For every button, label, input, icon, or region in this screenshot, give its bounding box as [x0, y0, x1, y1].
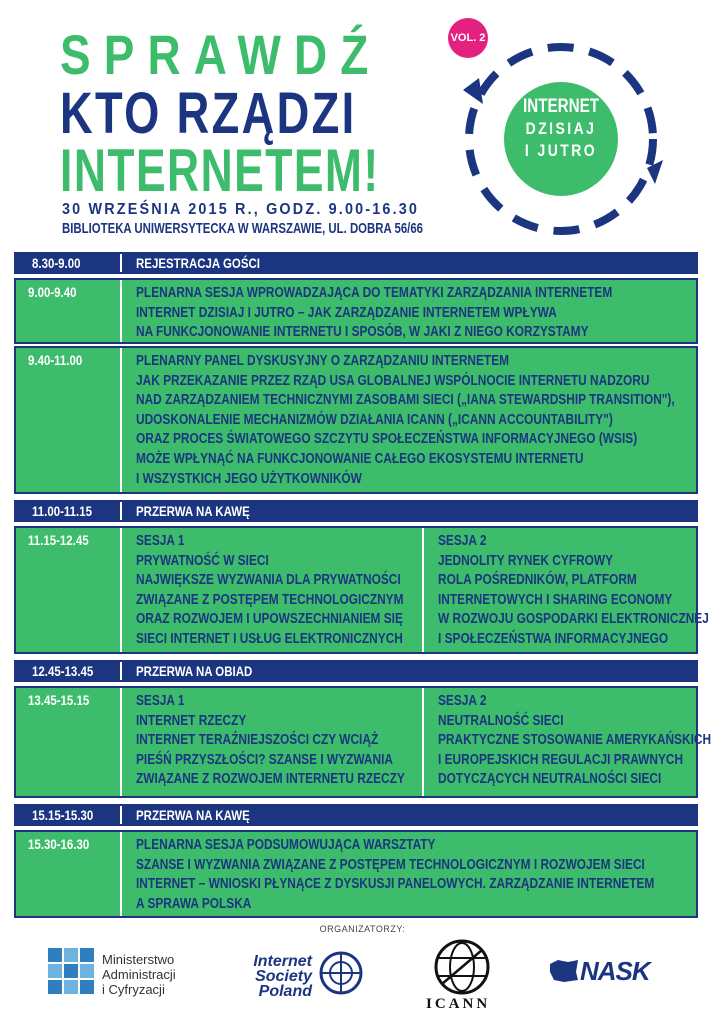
volume-badge: VOL. 2 — [448, 18, 488, 58]
schedule-break-row — [14, 500, 698, 522]
emblem-line-2: DZISIAJ — [525, 119, 597, 138]
session-description — [136, 352, 675, 489]
icann-globe-icon — [432, 938, 492, 996]
text-line: PRAKTYCZNE STOSOWANIE AMERYKAŃSKICH — [438, 732, 712, 749]
title-line-1: SPRAWDŹ — [60, 23, 382, 86]
session-description — [136, 836, 654, 914]
text-line: NEUTRALNOŚĆ SIECI — [438, 712, 564, 729]
text-line: A SPRAWA POLSKA — [136, 895, 252, 912]
title-line-3: INTERNETEM! — [60, 137, 380, 204]
text-line: NA FUNKCJONOWANIE INTERNETU I SPOSÓB, W JAKI Z NIEGO KORZYSTAMY — [136, 324, 589, 341]
text-line: I EUROPEJSKICH REGULACJI PRAWNYCH — [438, 751, 684, 768]
row-time: 15.15-15.30 — [32, 807, 94, 823]
schedule-parallel-row — [14, 686, 712, 798]
ministry-name — [102, 952, 176, 997]
text-line: i Cyfryzacji — [102, 982, 165, 997]
text-line: NAD ZARZĄDZANIEM TECHNICZNYMI ZASOBAMI SIECI („IANA STEWARDSHIP TRANSITION"), — [136, 392, 675, 409]
text-line: SESJA 1 — [136, 693, 185, 709]
session-1-description — [136, 692, 405, 790]
text-line: Internet — [253, 953, 312, 970]
schedule-session-row — [14, 278, 698, 344]
row-time: 9.40-11.00 — [28, 352, 83, 368]
text-line: SESJA 1 — [136, 533, 185, 549]
schedule-break-row — [14, 660, 698, 682]
row-time: 11.15-12.45 — [28, 532, 89, 548]
text-line: PRYWATNOŚĆ W SIECI — [136, 552, 269, 569]
event-date: 30 WRZEŚNIA 2015 R., GODZ. 9.00-16.30 — [62, 201, 420, 218]
text-line: SESJA 2 — [438, 533, 487, 549]
text-line: PIEŚŃ PRZYSZŁOŚCI? SZANSE I WYZWANIA — [136, 751, 393, 768]
text-line: ORAZ PROCES ŚWIATOWEGO SZCZYTU SPOŁECZEŃSTWA INFORMACYJNEGO (WSIS) — [136, 431, 638, 448]
row-time: 15.30-16.30 — [28, 836, 90, 852]
text-line: PLENARNY PANEL DYSKUSYJNY O ZARZĄDZANIU INTERNETEM — [136, 353, 510, 369]
text-line: W ROZWOJU GOSPODARKI ELEKTRONICZNEJ — [438, 611, 709, 628]
session-2-cell — [424, 688, 712, 796]
row-time-cell — [16, 348, 120, 492]
schedule-session-row — [14, 830, 698, 918]
row-divider — [120, 502, 122, 520]
icann-name: ICANN — [426, 996, 491, 1012]
row-time: 12.45-13.45 — [32, 663, 94, 679]
session-description — [136, 284, 612, 343]
text-line: JAK PRZEKAZANIE PRZEZ RZĄD USA GLOBALNEJ WSPÓLNOCIE INTERNETU NADZORU — [136, 372, 650, 389]
emblem-line-1: INTERNET — [523, 96, 599, 117]
schedule-break-row — [14, 252, 698, 274]
row-content-cell — [122, 832, 696, 916]
session-2-description — [438, 692, 711, 790]
text-line: Ministerstwo — [102, 952, 175, 967]
text-line: UDOSKONALENIE MECHANIZMÓW DZIAŁANIA ICANN („ICANN ACCOUNTABILITY") — [136, 411, 613, 428]
text-line: SESJA 2 — [438, 693, 487, 709]
row-label: PRZERWA NA KAWĘ — [136, 503, 250, 519]
text-line: ORAZ ROZWOJEM I UPOWSZECHNIANIEM SIĘ — [136, 611, 403, 628]
text-line: Society — [255, 968, 312, 985]
text-line: ZWIĄZANE Z ROZWOJEM INTERNETU RZECZY — [136, 771, 405, 788]
text-line: INTERNET RZECZY — [136, 712, 247, 729]
session-1-description — [136, 532, 404, 650]
row-time-cell — [16, 528, 120, 652]
text-line: I WSZYSTKICH JEGO UŻYTKOWNIKÓW — [136, 470, 362, 487]
session-2-description — [438, 532, 709, 650]
text-line: Poland — [258, 983, 312, 1000]
row-time-cell — [16, 688, 120, 796]
text-line: DOTYCZĄCYCH NEUTRALNOŚCI SIECI — [438, 771, 662, 788]
row-content-cell — [122, 348, 696, 492]
row-time-cell — [16, 280, 120, 342]
isoc-globe-icon — [318, 950, 364, 996]
text-line: SZANSE I WYZWANIA ZWIĄZANE Z POSTĘPEM TECHNOLOGICZNYM I ROZWOJEM SIECI — [136, 856, 645, 873]
row-time: 13.45-15.15 — [28, 692, 90, 708]
organizers-label: ORGANIZATORZY: — [319, 924, 406, 934]
nask-name: NASK — [580, 956, 650, 986]
text-line: JEDNOLITY RYNEK CYFROWY — [438, 552, 614, 569]
event-venue: BIBLIOTEKA UNIWERSYTECKA W WARSZAWIE, UL. DOBRA 56/66 — [62, 220, 424, 237]
session-2-cell — [424, 528, 709, 652]
text-line: INTERNET TERAŹNIEJSZOŚCI CZY WCIĄŻ — [136, 732, 379, 749]
text-line: INTERNET DZISIAJ I JUTRO – JAK ZARZĄDZANIE INTERNETEM WPŁYWA — [136, 304, 557, 321]
emblem-line-3: I JUTRO — [524, 141, 598, 160]
text-line: ROLA POŚREDNIKÓW, PLATFORM — [438, 572, 637, 589]
title-line-2: KTO RZĄDZI — [60, 81, 357, 146]
text-line: SIECI INTERNET I USŁUG ELEKTRONICZNYCH — [136, 630, 403, 647]
text-line: ZWIĄZANE Z POSTĘPEM TECHNOLOGICZNYM — [136, 591, 404, 608]
text-line: INTERNET – WNIOSKI PŁYNĄCE Z DYSKUSJI PANELOWYCH. ZARZĄDZANIE INTERNETEM — [136, 876, 655, 893]
row-content-cell — [122, 280, 696, 342]
row-time: 11.00-11.15 — [32, 503, 93, 519]
emblem-text — [504, 96, 618, 162]
row-time-cell — [16, 832, 120, 916]
row-divider — [120, 806, 122, 824]
schedule-session-row — [14, 346, 698, 494]
text-line: Administracji — [102, 967, 176, 982]
row-divider — [120, 254, 122, 272]
text-line: NAJWIĘKSZE WYZWANIA DLA PRYWATNOŚCI — [136, 572, 401, 589]
isoc-name — [240, 954, 312, 999]
schedule-parallel-row — [14, 526, 709, 654]
row-time: 9.00-9.40 — [28, 284, 77, 300]
text-line: INTERNETOWYCH I SHARING ECONOMY — [438, 591, 673, 608]
text-line: PLENARNA SESJA PODSUMOWUJĄCA WARSZTATY — [136, 837, 436, 853]
row-label: PRZERWA NA OBIAD — [136, 663, 253, 679]
ministry-logo-icon — [48, 948, 94, 994]
text-line: PLENARNA SESJA WPROWADZAJĄCA DO TEMATYKI ZARZĄDZANIA INTERNETEM — [136, 285, 613, 301]
session-1-cell — [122, 528, 422, 652]
schedule-break-row — [14, 804, 698, 826]
row-label: PRZERWA NA KAWĘ — [136, 807, 250, 823]
text-line: I SPOŁECZEŃSTWA INFORMACYJNEGO — [438, 630, 669, 647]
row-time: 8.30-9.00 — [32, 255, 81, 271]
nask-map-icon — [548, 958, 580, 984]
session-1-cell — [122, 688, 422, 796]
row-divider — [120, 662, 122, 680]
row-label: REJESTRACJA GOŚCI — [136, 255, 260, 271]
text-line: MOŻE WPŁYNĄĆ NA FUNKCJONOWANIE CAŁEGO EKOSYSTEMU INTERNETU — [136, 450, 584, 467]
